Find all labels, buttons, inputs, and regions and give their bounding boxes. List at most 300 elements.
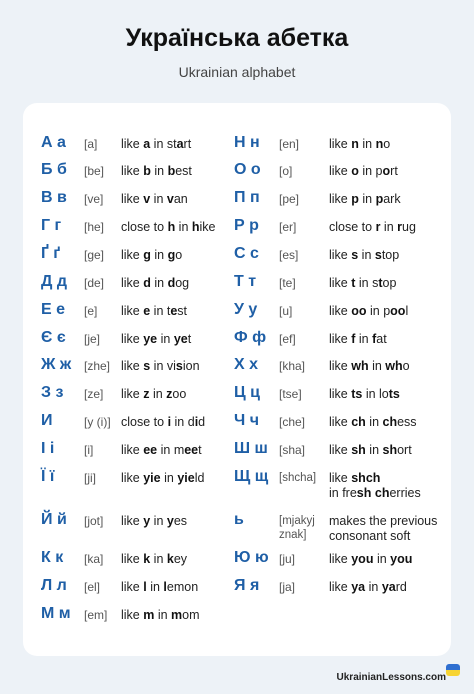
letter-pair: Х х [234,356,259,373]
example-fragment: d [198,415,206,429]
pronunciation-example [121,387,186,402]
example-fragment: in [365,415,383,429]
example-fragment: in d [171,415,195,429]
ipa-transcription: [o] [279,164,293,178]
ipa-transcription: [kha] [279,359,306,373]
pronunciation-example [121,608,200,623]
example-fragment: in [368,359,386,373]
pronunciation-example [329,514,437,544]
example-fragment: k [143,552,151,566]
example-fragment: in [365,443,383,457]
alphabet-row [41,134,251,162]
example-fragment: in [160,471,178,485]
alphabet-row [41,217,251,245]
letter-pair: Я я [234,577,260,594]
pronunciation-example [121,471,204,486]
example-fragment: ee [143,443,158,457]
example-fragment: in [365,580,382,594]
ipa-transcription: [ef] [279,332,296,346]
example-fragment: top [381,248,400,262]
pronunciation-example [329,304,408,319]
alphabet-row [41,468,251,496]
example-fragment: like [121,359,144,373]
example-fragment: v [166,192,174,206]
alphabet-row [41,384,251,412]
letter-pair: А а [41,134,66,151]
example-fragment: erries [389,486,421,500]
alphabet-row [234,577,444,605]
example-fragment: like [121,580,144,594]
example-fragment: st [177,304,188,318]
letter-pair: З з [41,384,64,401]
example-fragment: makes the previous [329,514,438,528]
pronunciation-example [121,415,205,430]
alphabet-row [234,511,444,543]
pronunciation-example [121,248,182,263]
example-fragment: ld [194,471,205,485]
pronunciation-example [329,220,416,235]
page-subtitle: Ukrainian alphabet [178,64,296,80]
ipa-transcription: [u] [279,304,293,318]
alphabet-row [234,217,444,245]
example-fragment: oo [172,387,187,401]
letter-pair: О о [234,161,261,178]
letter-pair: Й й [41,511,67,528]
example-fragment: t [187,332,192,346]
alphabet-row [41,356,251,384]
alphabet-row [41,511,251,539]
ipa-transcription: [es] [279,248,299,262]
example-fragment: sh [356,486,372,500]
letter-pair: В в [41,189,67,206]
example-fragment: ey [173,552,188,566]
example-fragment: e [143,304,151,318]
pronunciation-example [121,580,198,595]
letter-pair: С с [234,245,259,262]
example-fragment: consonant soft [329,529,411,543]
example-second-line [329,486,421,501]
example-fragment: in p [366,304,391,318]
ipa-transcription: [e] [84,304,98,318]
example-fragment: close to [121,220,168,234]
example-fragment: ike [199,220,216,234]
pronunciation-example [329,415,417,430]
example-fragment: like [121,471,144,485]
example-fragment: s [175,359,183,373]
example-fragment: like [329,192,352,206]
example-fragment: g [143,248,151,262]
alphabet-row [234,384,444,412]
example-fragment: in [380,220,398,234]
example-fragment: like [329,552,352,566]
letter-pair: Ш ш [234,440,268,457]
page-title: Українська абетка [125,24,349,52]
example-fragment: close to [329,220,376,234]
example-fragment: in [150,192,167,206]
example-fragment: in p [358,164,383,178]
example-fragment: m [171,608,183,622]
ipa-transcription: [tse] [279,387,302,401]
example-fragment: d [143,276,151,290]
example-fragment: wh [385,359,403,373]
ipa-transcription: [zhe] [84,359,111,373]
pronunciation-example [121,164,192,179]
letter-pair: Б б [41,161,67,178]
alphabet-row [41,440,251,468]
example-fragment: in [355,332,373,346]
example-fragment: ye [173,332,188,346]
pronunciation-example [329,471,421,501]
alphabet-row [41,605,251,633]
pronunciation-example [121,192,188,207]
letter-pair: Д д [41,273,67,290]
ipa-transcription: [shcha] [279,472,317,484]
example-fragment: in [150,164,168,178]
pronunciation-example [329,276,396,291]
example-fragment: like [121,443,144,457]
example-fragment: like [329,137,352,151]
example-second-line [329,529,437,544]
example-fragment: rt [183,137,192,151]
example-fragment: es [173,514,188,528]
example-fragment: ya [351,580,366,594]
ukraine-flag-icon [446,664,460,676]
example-fragment: in st [150,137,177,151]
ipa-transcription: [be] [84,164,105,178]
example-fragment: o [175,248,183,262]
example-fragment: like [121,387,144,401]
example-fragment: like [329,248,352,262]
pronunciation-example [121,443,202,458]
ipa-transcription: [ge] [84,248,105,262]
alphabet-row [234,356,444,384]
alphabet-row [234,468,444,500]
pronunciation-example [329,332,387,347]
letter-pair: Є є [41,329,66,346]
alphabet-row [234,440,444,468]
example-fragment: z [143,387,150,401]
example-fragment: emon [166,580,199,594]
pronunciation-example [329,387,400,402]
ipa-transcription: [a] [84,137,98,151]
ipa-transcription: [sha] [279,443,306,457]
example-fragment: f [372,332,377,346]
ipa-transcription: [el] [84,580,101,594]
ipa-transcription: [en] [279,137,300,151]
example-fragment: like [121,248,144,262]
ipa-transcription: [ka] [84,552,104,566]
example-fragment: like [329,164,352,178]
example-fragment: in [150,276,168,290]
alphabet-row [41,329,251,357]
pronunciation-example [329,192,401,207]
example-fragment: o [351,164,359,178]
letter-pair: М м [41,605,71,622]
ipa-transcription: [jot] [84,514,104,528]
example-fragment: l [143,580,147,594]
letter-pair: К к [41,549,64,566]
example-fragment: like [329,276,352,290]
example-fragment: g [167,248,176,262]
example-fragment: like [121,304,144,318]
alphabet-row [234,412,444,440]
example-fragment: an [173,192,188,206]
ipa-transcription: [te] [279,276,296,290]
example-fragment: oo [390,304,406,318]
alphabet-row [41,189,251,217]
ipa-transcription: [mjakyj znak] [279,515,315,541]
example-fragment: ya [381,580,396,594]
example-fragment: in [373,552,391,566]
example-fragment: in [358,248,375,262]
example-fragment: ess [397,415,417,429]
alphabet-row [41,549,251,577]
example-fragment: i [194,415,199,429]
example-fragment: e [170,304,178,318]
pronunciation-example [329,443,412,458]
pronunciation-example [121,514,187,529]
example-fragment: ion [182,359,200,373]
example-fragment: o [402,359,410,373]
ipa-transcription: [er] [279,220,297,234]
ipa-transcription: [che] [279,415,306,429]
pronunciation-example [121,304,187,319]
alphabet-row [234,189,444,217]
example-fragment: s [351,248,359,262]
alphabet-row [234,549,444,577]
example-fragment: yie [143,471,161,485]
letter-pair: Н н [234,134,260,151]
example-fragment: p [351,192,359,206]
example-fragment: shch [351,471,381,485]
letter-pair: И [41,412,53,429]
example-fragment: wh [351,359,369,373]
example-fragment: ug [402,220,416,234]
example-fragment: like [329,304,352,318]
alphabet-row [234,245,444,273]
ipa-transcription: [pe] [279,192,300,206]
example-fragment: h [191,220,200,234]
example-fragment: op [382,276,397,290]
example-fragment: ch [351,415,366,429]
example-fragment: like [329,580,352,594]
pronunciation-example [121,220,216,235]
alphabet-row [234,161,444,189]
ipa-transcription: [em] [84,608,108,622]
example-fragment: y [166,514,174,528]
example-fragment: sh [351,443,366,457]
example-fragment: you [351,552,374,566]
example-fragment: l [405,304,409,318]
ipa-transcription: [ju] [279,552,296,566]
example-fragment: like [121,332,144,346]
letter-pair: Е е [41,301,66,318]
letter-pair: Ю ю [234,549,269,566]
example-fragment: sh [382,443,398,457]
letter-pair: Т т [234,273,257,290]
example-fragment: in [150,514,167,528]
example-fragment: you [390,552,413,566]
example-fragment: rt [390,164,398,178]
example-fragment: in m [157,443,185,457]
letter-pair: П п [234,189,260,206]
example-fragment: z [166,387,173,401]
alphabet-card [23,103,451,656]
example-fragment: s [143,359,151,373]
example-fragment: in [154,608,172,622]
pronunciation-example [329,164,398,179]
example-fragment: h [167,220,176,234]
example-fragment: b [167,164,176,178]
ipa-transcription: [ve] [84,192,104,206]
example-fragment: r [375,220,381,234]
example-fragment: like [121,164,144,178]
example-fragment: in [358,137,376,151]
pronunciation-example [329,137,390,152]
example-fragment: om [182,608,200,622]
example-fragment: like [329,443,352,457]
pronunciation-example [329,552,412,567]
example-fragment: t [198,443,202,457]
ipa-transcription: [je] [84,332,101,346]
example-fragment: in fre [329,486,357,500]
letter-pair: Ж ж [41,356,72,373]
example-fragment: like [329,359,352,373]
example-fragment: ts [351,387,363,401]
pronunciation-example [329,248,399,263]
example-fragment: s [374,248,382,262]
example-fragment: oo [351,304,367,318]
example-fragment: ark [383,192,401,206]
example-fragment: est [175,164,192,178]
letter-pair: Р р [234,217,259,234]
example-fragment: y [143,514,151,528]
letter-pair: Ї ї [41,468,55,485]
example-fragment: n [375,137,384,151]
letter-pair: Ч ч [234,412,259,429]
example-fragment: a [143,137,151,151]
example-fragment: d [167,276,176,290]
alphabet-row [41,245,251,273]
example-fragment: in [358,192,376,206]
example-fragment: a [176,137,184,151]
example-fragment: like [329,332,352,346]
example-fragment: like [121,608,144,622]
pronunciation-example [329,580,407,595]
example-fragment: like [121,137,144,151]
example-fragment: r [397,220,402,234]
pronunciation-example [121,359,200,374]
letter-pair: Г г [41,217,62,234]
example-fragment: og [175,276,190,290]
ipa-transcription: [he] [84,220,105,234]
example-fragment: t [351,276,356,290]
example-fragment: in [150,248,168,262]
pronunciation-example [121,276,189,291]
example-fragment: t [378,276,383,290]
example-fragment: like [329,415,352,429]
ipa-transcription: [ze] [84,387,104,401]
example-fragment: ch [382,415,398,429]
example-fragment: ch [374,486,390,500]
example-fragment: b [143,164,151,178]
example-fragment: at [376,332,387,346]
example-fragment: in [175,220,192,234]
example-fragment: ee [184,443,199,457]
example-fragment: in [150,552,167,566]
pronunciation-example [121,552,187,567]
example-fragment: v [143,192,151,206]
alphabet-row [41,577,251,605]
alphabet-row [41,161,251,189]
example-fragment: i [167,415,172,429]
example-fragment: f [351,332,356,346]
letter-pair: І і [41,440,55,457]
example-fragment: like [121,514,144,528]
example-fragment: like [329,471,352,485]
ipa-transcription: [i] [84,443,94,457]
example-fragment: ort [397,443,412,457]
example-fragment: in t [150,304,171,318]
example-fragment: l [163,580,167,594]
example-fragment: in [149,387,167,401]
ipa-transcription: [de] [84,276,105,290]
pronunciation-example [121,137,191,152]
letter-pair: Ц ц [234,384,260,401]
pronunciation-example [329,359,410,374]
example-fragment: in vi [150,359,176,373]
example-fragment: in [157,332,174,346]
example-fragment: p [375,192,384,206]
example-fragment: ts [388,387,400,401]
example-fragment: rd [395,580,407,594]
alphabet-row [41,273,251,301]
example-fragment: o [382,164,391,178]
example-fragment: n [351,137,359,151]
letter-pair: Ґ ґ [41,245,61,262]
alphabet-row [234,273,444,301]
example-fragment: o [383,137,391,151]
example-fragment: yie [177,471,195,485]
alphabet-row [234,134,444,162]
letter-pair: ь [234,511,244,528]
example-fragment: in s [355,276,379,290]
ipa-transcription: [y (i)] [84,415,111,429]
alphabet-row [234,329,444,357]
example-fragment: in lo [362,387,389,401]
example-fragment: close to [121,415,168,429]
letter-pair: Щ щ [234,468,269,485]
example-fragment: like [121,276,144,290]
letter-pair: Ф ф [234,329,267,346]
ipa-transcription: [ji] [84,471,96,485]
example-fragment: m [143,608,155,622]
letter-pair: Л л [41,577,67,594]
example-fragment: in [146,580,164,594]
example-fragment: like [121,192,144,206]
alphabet-row [41,301,251,329]
letter-pair: У у [234,301,258,318]
example-fragment: k [166,552,174,566]
example-fragment: like [329,387,352,401]
alphabet-row [234,301,444,329]
pronunciation-example [121,332,191,347]
example-fragment: ye [143,332,158,346]
ipa-transcription: [ja] [279,580,296,594]
alphabet-row [41,412,251,440]
site-footer[interactable]: UkrainianLessons.com [336,672,446,683]
example-fragment: like [121,552,144,566]
